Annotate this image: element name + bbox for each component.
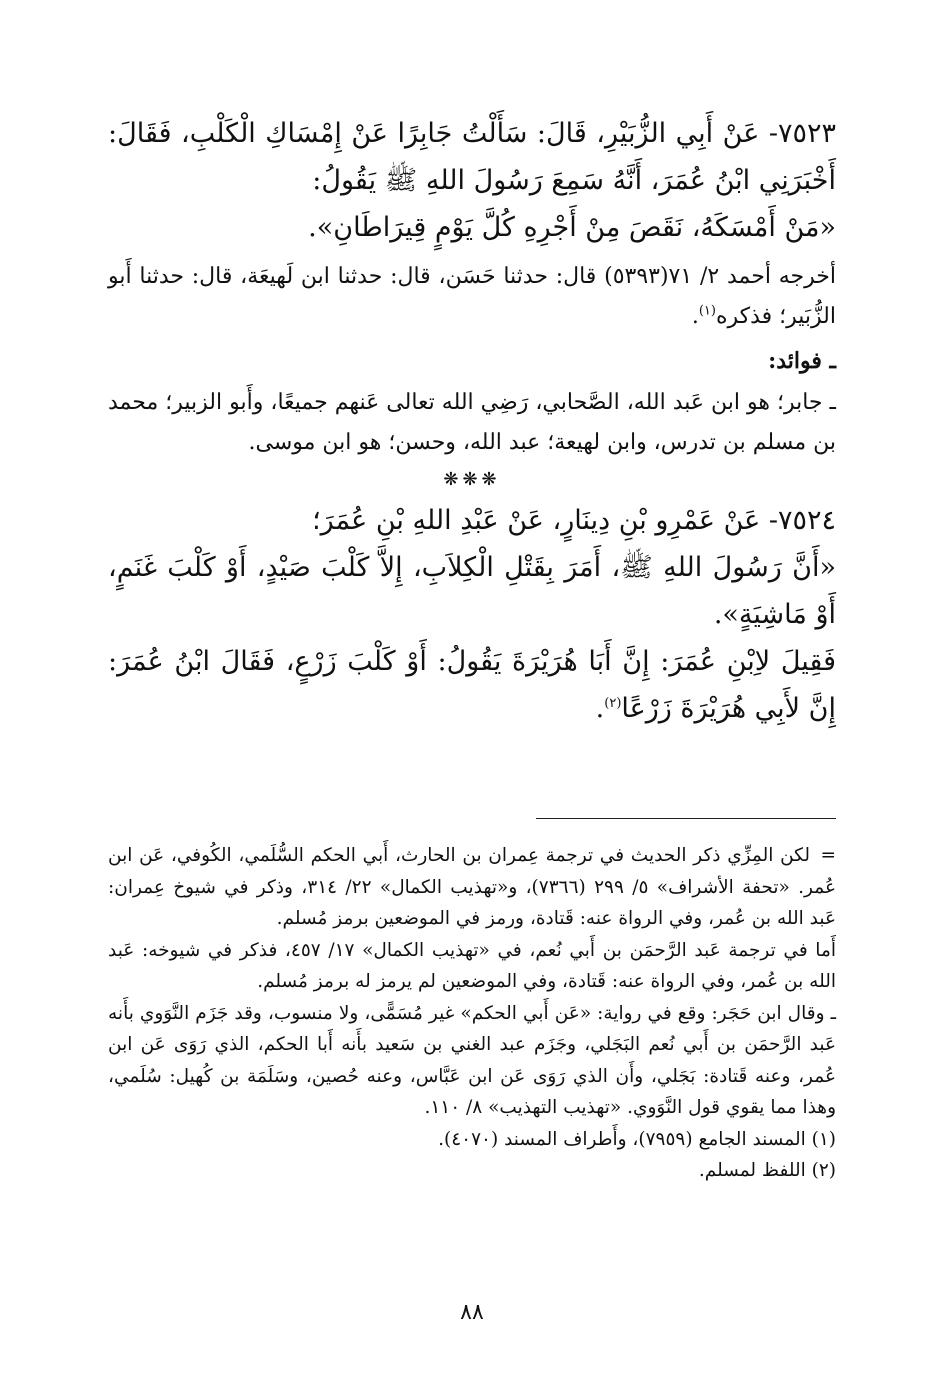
- footnote-ref-1: (١): [698, 303, 716, 319]
- hadith-7523-text: ٧٥٢٣- عَنْ أَبِي الزُّبَيْرِ، قَالَ: سَأَلْتُ جَابِرًا عَنْ إِمْسَاكِ الْكَلْبِ، فَقَالَ: أَخْبَرَنِي ابْنُ عُمَرَ، أَنَّهُ سَمِعَ رَسُولَ اللهِ ﷺ يَقُولُ:: [108, 118, 836, 196]
- section-separator: ❋❋❋: [443, 469, 501, 490]
- footnotes: [108, 840, 836, 1187]
- continuation-mark: =: [820, 845, 836, 866]
- footnote-continued-1: [108, 840, 836, 935]
- footnote-continued-2: أَما في ترجمة عَبد الرَّحمَن بن أَبي نُعم، في «تهذيب الكمال» ١٧/ ٤٥٧، فذكر في شيوخه: عَبد الله بن عُمر، وفي الرواة عنه: قَتادة، وفي الموضعين لم يرمز له برمز مُسلم.: [108, 939, 836, 992]
- hadith-7524-para-text: فَقِيلَ لاِبْنِ عُمَرَ: إِنَّ أَبَا هُرَيْرَةَ يَقُولُ: أَوْ كَلْبَ زَرْعٍ، فَقَالَ ابْنُ عُمَرَ: إِنَّ لأَبِي هُرَيْرَةَ زَرْعًا: [108, 646, 836, 724]
- main-text: [108, 110, 836, 732]
- hadith-7523-takhrij: [108, 257, 836, 337]
- hadith-7524-quote: «أَنَّ رَسُولَ اللهِ ﷺ، أَمَرَ بِقَتْلِ الْكِلاَبِ، إِلاَّ كَلْبَ صَيْدٍ، أَوْ كَلْبَ غَنَمٍ، أَوْ مَاشِيَةٍ».: [108, 552, 836, 630]
- hadith-7524-para: [108, 638, 836, 732]
- hadith-7524-para-end: .: [595, 693, 605, 724]
- hadith-7523-quote: «مَنْ أَمْسَكَهُ، نَقَصَ مِنْ أَجْرِهِ كُلَّ يَوْمٍ قِيرَاطَانِ».: [308, 212, 836, 243]
- footnote-1: (١) المسند الجامع (٧٩٥٩)، وأَطراف المسند (٤٠٧٠).: [438, 1128, 836, 1150]
- takhrij-end: .: [691, 304, 699, 329]
- page-number: ٨٨: [460, 1300, 484, 1325]
- footnote-ref-2: (٢): [604, 696, 622, 711]
- footnote-2: (٢) اللفظ لمسلم.: [698, 1160, 836, 1181]
- fawaid-heading: ـ فوائد:: [768, 348, 836, 374]
- takhrij-text: أخرجه أحمد ٢/ ٧١(٥٣٩٣) قال: حدثنا حَسَن، قال: حدثنا ابن لَهيعَة، قال: حدثنا أَبو الزُّبَير؛ فذكره: [108, 264, 836, 329]
- fawaid-text: ـ جابر؛ هو ابن عَبد الله، الصَّحابي، رَضِي الله تعالى عَنهم جميعًا، وأَبو الزبير؛ محمد بن مسلم بن تدرس، وابن لهيعة؛ عبد الله، وحسن؛ هو ابن موسى.: [108, 390, 836, 455]
- footnote-continued-3: ـ وقال ابن حَجَر: وقع في رواية: «عَن أَبي الحكم» غير مُسَمًّى، ولا منسوب، وقد جَزَم النَّوَوي بأَنه عَبد الرَّحمَن بن أَبي نُعم البَجَلي، وجَزَم عبد الغني بن سَعيد بأَنه أَبا الحكم، الذي رَوَى عَن ابن عُمر، وعنه قَتادة: بَجَلي، وأَن الذي رَوَى عَن ابن عَبَّاس، وعنه حُصين، وسَلَمَة بن كُهيل: سُلَمي، وهذا مما يقوي قول النَّوَوي. «تهذيب التهذيب» ٨/ ١١٠.: [108, 1002, 836, 1118]
- hadith-7524-line1: ٧٥٢٤- عَنْ عَمْرِو بْنِ دِينَارٍ، عَنْ عَبْدِ اللهِ بْنِ عُمَرَ؛: [312, 505, 836, 536]
- footnote-continued-1-text: لكن المِزِّي ذكر الحديث في ترجمة عِمران بن الحارث، أَبي الحكم السُّلَمي، الكُوفي، عَن ابن عُمر. «تحفة الأشراف» ٥/ ٢٩٩ (٧٣٦٦)، و«تهذيب الكمال» ٢٢/ ٣١٤، وذكر في شيوخ عِمران: عَبد الله بن عُمر، وفي الرواة عنه: قَتادة، ورمز في الموضعين برمز مُسلم.: [108, 845, 836, 929]
- footnote-separator-rule: [536, 818, 836, 819]
